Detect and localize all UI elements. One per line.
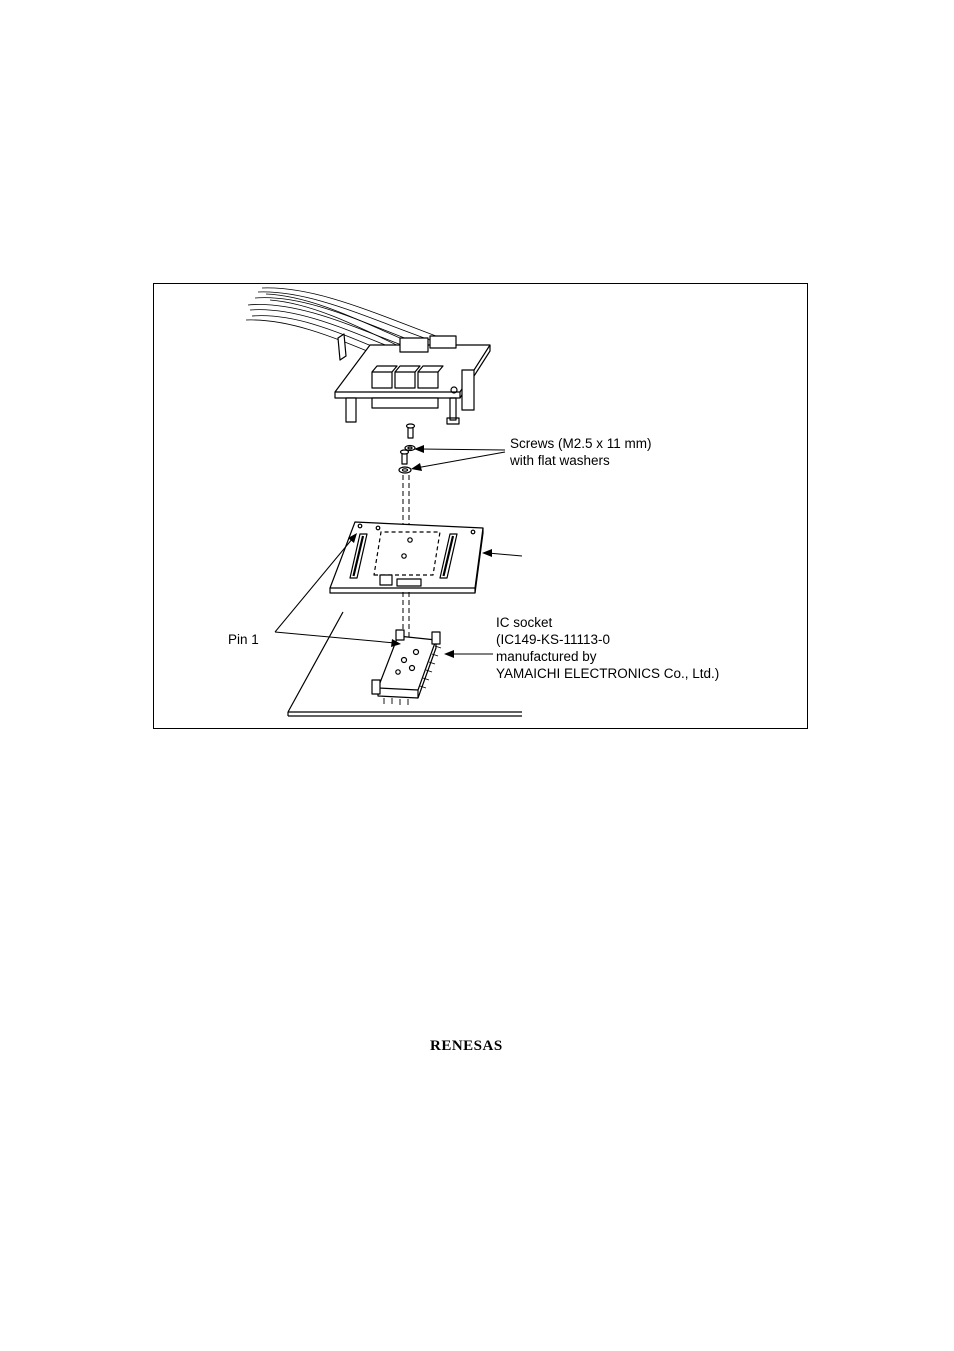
ic-socket-label-line2: (IC149-KS-11113-0 <box>496 632 611 647</box>
ic-socket-label <box>496 614 719 682</box>
cable-head-assembly <box>246 288 490 424</box>
screws-label-line1: Screws (M2.5 x 11 mm) <box>510 436 652 451</box>
screws-with-washers <box>399 424 415 473</box>
ic-socket <box>372 630 441 705</box>
screws-label <box>510 435 652 469</box>
ic-socket-label-line1: IC socket <box>496 615 553 630</box>
renesas-logo: RENESAS <box>430 1038 503 1054</box>
pin1-label: Pin 1 <box>228 632 259 647</box>
ic-socket-label-line4: YAMAICHI ELECTRONICS Co., Ltd.) <box>496 666 720 681</box>
ic-socket-label-line3: manufactured by <box>496 649 597 664</box>
adapter-board <box>330 522 483 593</box>
screws-label-line2: with flat washers <box>510 453 610 468</box>
